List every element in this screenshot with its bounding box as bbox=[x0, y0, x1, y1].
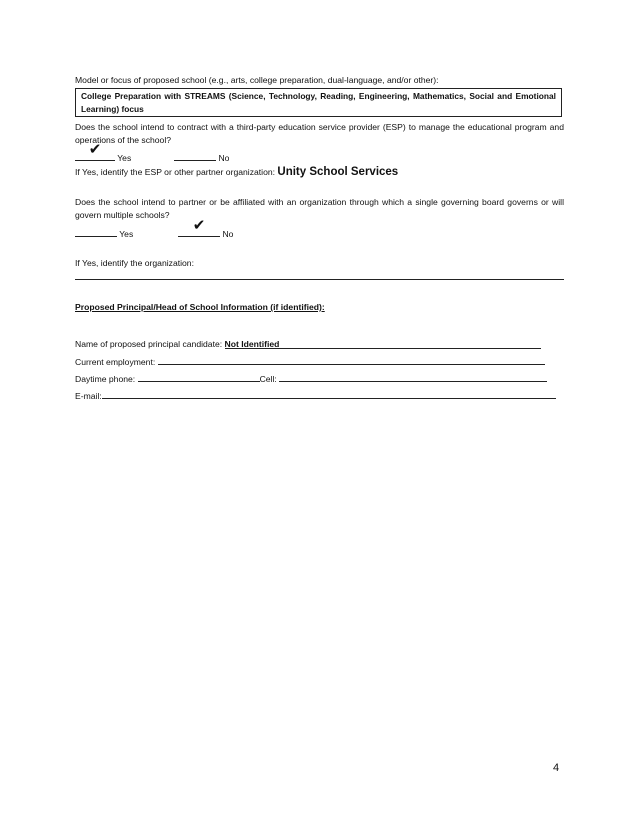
esp-identify-label: If Yes, identify the ESP or other partner organization: bbox=[75, 167, 276, 177]
check-mark-icon: ✔ bbox=[192, 216, 206, 234]
cell-label: Cell: bbox=[259, 374, 277, 384]
principal-name-value: Not Identified bbox=[224, 339, 280, 349]
affiliation-identify-label: If Yes, identify the organization: bbox=[75, 258, 194, 268]
email-field[interactable] bbox=[102, 388, 556, 399]
phone-label: Daytime phone: bbox=[75, 374, 136, 384]
principal-name-row bbox=[75, 338, 564, 351]
email-row bbox=[75, 388, 564, 403]
esp-yes-blank[interactable] bbox=[75, 140, 115, 161]
cell-field[interactable] bbox=[279, 371, 547, 382]
principal-name-field[interactable] bbox=[225, 338, 541, 349]
employment-field[interactable] bbox=[158, 354, 545, 365]
esp-identify-row bbox=[75, 166, 564, 179]
phone-field[interactable] bbox=[138, 371, 260, 382]
affiliation-yes-label: Yes bbox=[119, 229, 134, 239]
email-label: E-mail: bbox=[75, 391, 102, 401]
page-number: 4 bbox=[553, 762, 560, 774]
affiliation-no-blank[interactable] bbox=[178, 216, 220, 237]
esp-no-label: No bbox=[218, 153, 230, 163]
affiliation-no-label: No bbox=[222, 229, 234, 239]
principal-name-label: Name of proposed principal candidate: bbox=[75, 339, 223, 349]
employment-row bbox=[75, 354, 564, 369]
affiliation-yes-blank[interactable] bbox=[75, 227, 117, 237]
phone-row bbox=[75, 371, 564, 386]
model-answer: College Preparation with STREAMS (Science, Technology, Reading, Engineering, Mathematics, Social and Emotional Learning) focus bbox=[81, 91, 556, 114]
esp-options bbox=[75, 140, 564, 165]
esp-yes-label: Yes bbox=[117, 153, 132, 163]
check-mark-icon: ✔ bbox=[88, 140, 102, 158]
model-answer-box bbox=[75, 88, 562, 117]
model-question: Model or focus of proposed school (e.g., arts, college preparation, dual-language, and/or other): bbox=[75, 75, 439, 85]
affiliation-identify-field[interactable] bbox=[75, 279, 564, 280]
affiliation-question: Does the school intend to partner or be affiliated with an organization through which a single governing board governs or will govern multiple schools? bbox=[75, 197, 564, 220]
affiliation-options bbox=[75, 216, 564, 241]
esp-identify-value[interactable]: Unity School Services bbox=[277, 166, 399, 178]
esp-question: Does the school intend to contract with a third-party education service provider (ESP) to manage the educational program and operations of the school? bbox=[75, 122, 564, 145]
employment-label: Current employment: bbox=[75, 357, 156, 367]
esp-no-blank[interactable] bbox=[174, 151, 216, 161]
principal-heading: Proposed Principal/Head of School Information (if identified): bbox=[75, 302, 325, 312]
